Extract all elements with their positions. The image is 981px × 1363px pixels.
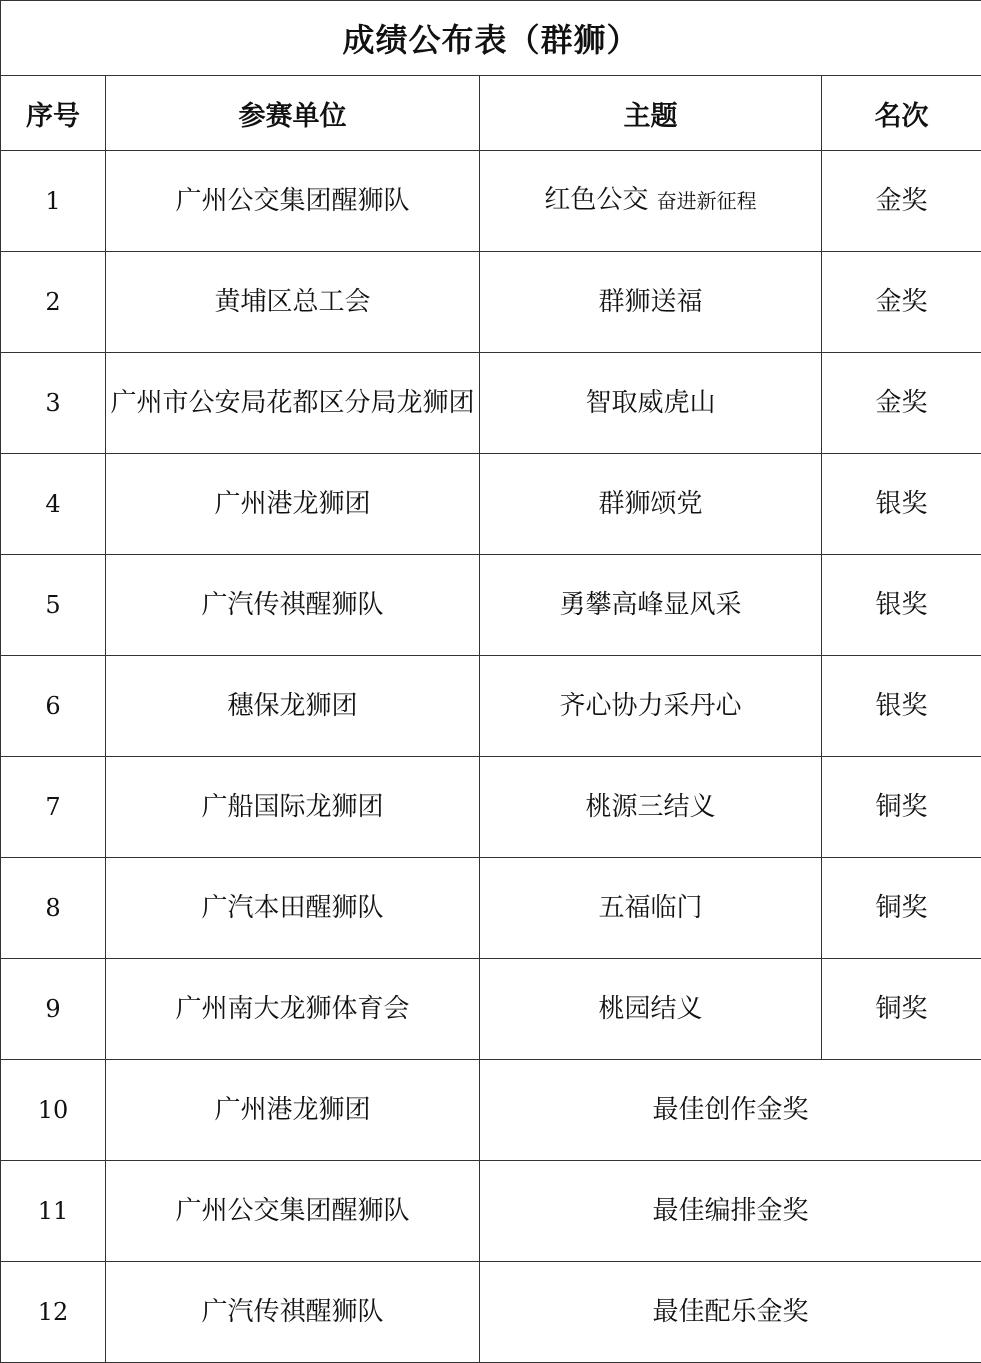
award-cell: 最佳编排金奖 — [480, 1161, 981, 1262]
unit-cell: 广汽传祺醒狮队 — [106, 1262, 480, 1363]
table-row — [1, 858, 981, 959]
seq-cell: 1 — [1, 151, 106, 252]
theme-cell: 群狮送福 — [480, 252, 822, 353]
seq-cell: 8 — [1, 858, 106, 959]
unit-cell: 广州港龙狮团 — [106, 454, 480, 555]
rank-cell: 铜奖 — [822, 959, 981, 1060]
theme-cell — [480, 151, 822, 252]
seq-cell: 4 — [1, 454, 106, 555]
table-row — [1, 757, 981, 858]
seq-cell: 2 — [1, 252, 106, 353]
theme-cell: 齐心协力采丹心 — [480, 656, 822, 757]
unit-cell: 广州公交集团醒狮队 — [106, 151, 480, 252]
unit-cell: 广汽本田醒狮队 — [106, 858, 480, 959]
seq-cell: 11 — [1, 1161, 106, 1262]
theme-sub: 奋进新征程 — [657, 189, 757, 213]
table-title: 成绩公布表（群狮） — [1, 1, 981, 76]
seq-cell: 3 — [1, 353, 106, 454]
seq-cell: 12 — [1, 1262, 106, 1363]
rank-cell: 铜奖 — [822, 858, 981, 959]
theme-cell: 桃园结义 — [480, 959, 822, 1060]
unit-cell: 广州南大龙狮体育会 — [106, 959, 480, 1060]
theme-cell: 群狮颂党 — [480, 454, 822, 555]
unit-cell: 广州市公安局花都区分局龙狮团 — [106, 353, 480, 454]
table-row — [1, 555, 981, 656]
table-row — [1, 353, 981, 454]
theme-main: 红色公交 — [544, 185, 648, 215]
header-seq: 序号 — [1, 76, 106, 151]
rank-cell: 银奖 — [822, 656, 981, 757]
unit-cell: 广州港龙狮团 — [106, 1060, 480, 1161]
rank-cell: 银奖 — [822, 555, 981, 656]
seq-cell: 5 — [1, 555, 106, 656]
header-unit: 参赛单位 — [106, 76, 480, 151]
rank-cell: 金奖 — [822, 252, 981, 353]
award-cell: 最佳配乐金奖 — [480, 1262, 981, 1363]
theme-cell: 桃源三结义 — [480, 757, 822, 858]
unit-cell: 穗保龙狮团 — [106, 656, 480, 757]
table-row — [1, 454, 981, 555]
theme-cell: 智取威虎山 — [480, 353, 822, 454]
rank-cell: 铜奖 — [822, 757, 981, 858]
table-row — [1, 151, 981, 252]
header-rank: 名次 — [822, 76, 981, 151]
table-row — [1, 959, 981, 1060]
seq-cell: 7 — [1, 757, 106, 858]
table-row — [1, 1262, 981, 1363]
table-row — [1, 252, 981, 353]
award-cell: 最佳创作金奖 — [480, 1060, 981, 1161]
theme-cell: 五福临门 — [480, 858, 822, 959]
header-theme: 主题 — [480, 76, 822, 151]
rank-cell: 银奖 — [822, 454, 981, 555]
rank-cell: 金奖 — [822, 353, 981, 454]
unit-cell: 广汽传祺醒狮队 — [106, 555, 480, 656]
seq-cell: 10 — [1, 1060, 106, 1161]
table-row — [1, 656, 981, 757]
unit-cell: 广船国际龙狮团 — [106, 757, 480, 858]
unit-cell: 黄埔区总工会 — [106, 252, 480, 353]
theme-cell: 勇攀高峰显风采 — [480, 555, 822, 656]
seq-cell: 6 — [1, 656, 106, 757]
rank-cell: 金奖 — [822, 151, 981, 252]
unit-cell: 广州公交集团醒狮队 — [106, 1161, 480, 1262]
seq-cell: 9 — [1, 959, 106, 1060]
table-row — [1, 1060, 981, 1161]
table-row — [1, 1161, 981, 1262]
